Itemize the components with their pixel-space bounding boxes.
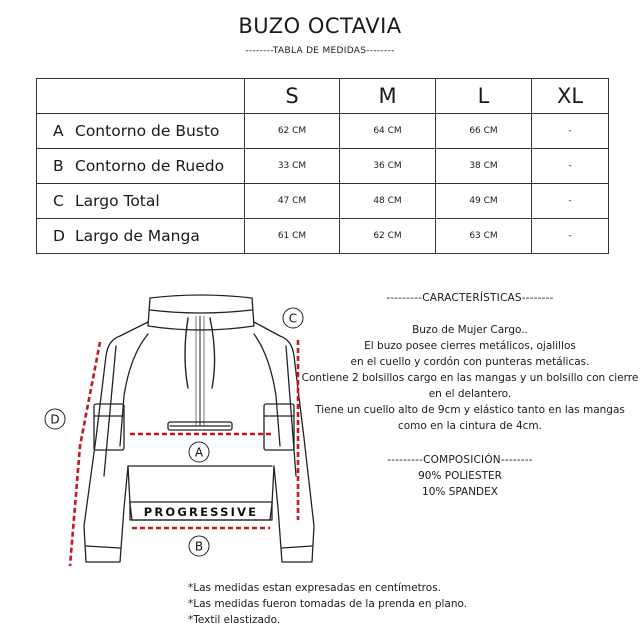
size-header-l: L — [436, 79, 532, 114]
measure-name: Largo Total — [75, 192, 160, 210]
size-header-row — [37, 79, 609, 114]
measure-value: - — [532, 184, 609, 219]
marker-c-label: C — [288, 311, 298, 326]
measure-value: - — [532, 149, 609, 184]
note-line: *Textil elastizado. — [188, 614, 281, 626]
measure-value: 38 CM — [436, 149, 532, 184]
caracteristicas-line: en el delantero. — [428, 388, 512, 400]
caracteristicas-line: como en la cintura de 4cm. — [397, 420, 543, 432]
measure-label — [37, 149, 245, 184]
caracteristicas-section — [300, 290, 640, 434]
table-row — [37, 149, 609, 184]
measure-value: 64 CM — [340, 114, 436, 149]
measure-value: 47 CM — [245, 184, 340, 219]
measure-value: 66 CM — [436, 114, 532, 149]
size-header-m: M — [340, 79, 436, 114]
drawcord — [185, 318, 188, 388]
marker-d-label: D — [50, 412, 60, 427]
composicion-line: 90% POLIESTER — [418, 470, 502, 482]
caracteristicas-line: Contiene 2 bolsillos cargo en las mangas y un bolsillo con cierre — [301, 372, 639, 384]
measure-value: - — [532, 114, 609, 149]
marker-b-label: B — [194, 539, 204, 554]
measure-label — [37, 219, 245, 254]
table-row — [37, 219, 609, 254]
measure-letter: A — [53, 122, 64, 140]
composicion-line: 10% SPANDEX — [422, 486, 498, 498]
size-table — [36, 78, 609, 254]
table-subtitle: --------TABLA DE MEDIDAS-------- — [245, 46, 395, 56]
size-header-xl: XL — [532, 79, 609, 114]
composicion-section — [290, 452, 630, 500]
measure-value: 62 CM — [340, 219, 436, 254]
measure-value: - — [532, 219, 609, 254]
size-header-blank — [37, 79, 245, 114]
measure-value: 48 CM — [340, 184, 436, 219]
measure-name: Contorno de Busto — [75, 122, 220, 140]
note-line: *Las medidas estan expresadas en centímetros. — [188, 582, 442, 594]
measure-label — [37, 114, 245, 149]
caracteristicas-line: en el cuello y cordón con punteras metálicas. — [350, 356, 590, 368]
measure-value: 49 CM — [436, 184, 532, 219]
marker-a-label: A — [194, 445, 204, 460]
notes — [188, 580, 467, 628]
measure-value: 62 CM — [245, 114, 340, 149]
composicion-heading: ---------COMPOSICIÓN-------- — [387, 454, 533, 466]
size-header-s: S — [245, 79, 340, 114]
measure-letter: B — [53, 157, 64, 175]
measure-letter: D — [53, 227, 65, 245]
note-line: *Las medidas fueron tomadas de la prenda en plano. — [188, 598, 468, 610]
table-row — [37, 184, 609, 219]
measure-label — [37, 184, 245, 219]
measure-value: 36 CM — [340, 149, 436, 184]
caracteristicas-line: Tiene un cuello alto de 9cm y elástico tanto en las mangas — [315, 404, 625, 416]
garment-diagram — [0, 276, 340, 576]
measure-name: Largo de Manga — [75, 227, 200, 245]
garment-print-text: PROGRESSIVE — [143, 505, 259, 519]
measure-letter: C — [53, 192, 64, 210]
measure-value: 63 CM — [436, 219, 532, 254]
caracteristicas-heading: ---------CARACTERÍSTICAS-------- — [386, 292, 554, 304]
table-row — [37, 114, 609, 149]
measure-value: 61 CM — [245, 219, 340, 254]
product-title: BUZO OCTAVIA — [238, 14, 402, 38]
caracteristicas-line: El buzo posee cierres metálicos, ojalillos — [364, 340, 576, 352]
caracteristicas-line: Buzo de Mujer Cargo.. — [412, 324, 528, 336]
measure-name: Contorno de Ruedo — [75, 157, 225, 175]
measure-value: 33 CM — [245, 149, 340, 184]
